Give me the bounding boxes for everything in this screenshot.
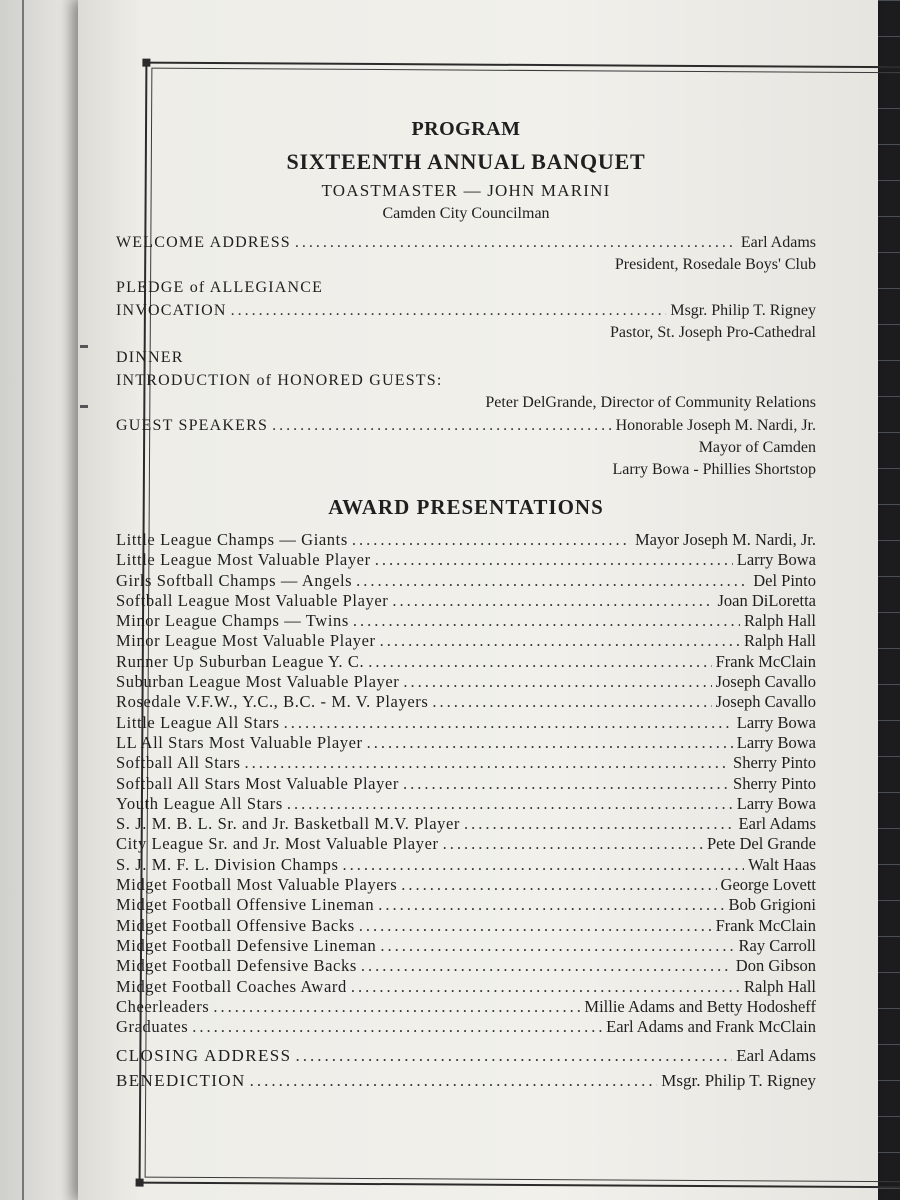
leader-dots xyxy=(403,774,729,794)
award-presenter: George Lovett xyxy=(720,875,816,895)
award-row xyxy=(116,916,816,936)
leader-dots xyxy=(464,814,735,834)
welcome-speaker-title: President, Rosedale Boys' Club xyxy=(614,256,816,273)
introduction-label: INTRODUCTION of HONORED GUESTS: xyxy=(116,372,443,389)
program-heading: PROGRAM xyxy=(411,118,521,140)
award-name: Softball All Stars xyxy=(116,753,241,773)
award-presenter: Joseph Cavallo xyxy=(715,692,816,712)
guest-speaker-second: Larry Bowa - Phillies Shortstop xyxy=(612,461,816,478)
program-schedule xyxy=(116,231,816,481)
award-name: Midget Football Most Valuable Players xyxy=(116,875,398,895)
pledge-label: PLEDGE of ALLEGIANCE xyxy=(116,279,324,296)
award-row xyxy=(116,672,816,692)
award-presenter: Millie Adams and Betty Hodosheff xyxy=(584,996,816,1016)
leader-dots xyxy=(272,414,611,437)
award-row xyxy=(116,855,816,875)
guest-speaker-title: Mayor of Camden xyxy=(698,439,816,456)
award-name: Youth League All Stars xyxy=(116,793,283,813)
honored-guest: Peter DelGrande, Director of Community Relations xyxy=(485,394,816,411)
award-name: Softball League Most Valuable Player xyxy=(116,590,389,610)
award-presenter: Sherry Pinto xyxy=(733,753,816,773)
guest-speaker-name: Honorable Joseph M. Nardi, Jr. xyxy=(615,417,816,434)
award-row xyxy=(116,875,816,895)
award-name: Suburban League Most Valuable Player xyxy=(116,672,400,692)
award-row xyxy=(116,774,816,794)
award-name: Softball All Stars Most Valuable Player xyxy=(116,773,399,793)
award-name: Midget Football Offensive Backs xyxy=(116,915,355,935)
leader-dots xyxy=(287,794,733,814)
award-presenter: Larry Bowa xyxy=(736,732,816,752)
awards-heading: AWARD PRESENTATIONS xyxy=(328,495,604,519)
award-row xyxy=(116,814,816,834)
leader-dots xyxy=(192,1017,602,1037)
event-title: SIXTEENTH ANNUAL BANQUET xyxy=(286,149,646,174)
award-row xyxy=(116,895,816,915)
award-name: Midget Football Offensive Lineman xyxy=(116,895,375,915)
award-row xyxy=(116,977,816,997)
leader-dots xyxy=(284,713,733,733)
page-fold-line xyxy=(22,0,24,1200)
leader-dots xyxy=(403,672,711,692)
border-corner xyxy=(136,1179,144,1187)
leader-dots xyxy=(353,611,740,631)
leader-dots xyxy=(356,571,749,591)
welcome-speaker: Earl Adams xyxy=(740,234,816,251)
invocation-row xyxy=(116,299,816,322)
award-presenter: Joseph Cavallo xyxy=(715,672,816,692)
award-presenter: Ralph Hall xyxy=(744,631,816,651)
leader-dots xyxy=(295,231,737,254)
leader-dots xyxy=(361,956,732,976)
staple-mark xyxy=(80,405,88,408)
closing-address-speaker: Earl Adams xyxy=(736,1046,816,1066)
leader-dots xyxy=(244,753,729,773)
leader-dots xyxy=(392,591,713,611)
closing-address-row xyxy=(116,1043,816,1068)
award-presenter: Bob Grigioni xyxy=(728,895,816,915)
award-row xyxy=(116,631,816,651)
award-row xyxy=(116,571,816,591)
benediction-speaker: Msgr. Philip T. Rigney xyxy=(661,1071,816,1091)
leader-dots xyxy=(375,550,733,570)
leader-dots xyxy=(368,652,711,672)
invocation-label: INVOCATION xyxy=(116,302,227,319)
award-presenter: Pete Del Grande xyxy=(706,834,816,854)
guest-speakers-row xyxy=(116,414,816,437)
toastmaster-line: TOASTMASTER — JOHN MARINI xyxy=(321,181,611,200)
award-presenter: Earl Adams and Frank McClain xyxy=(606,1017,816,1037)
award-name: Girls Softball Champs — Angels xyxy=(116,570,353,590)
award-row xyxy=(116,652,816,672)
award-name: Runner Up Suburban League Y. C. xyxy=(116,651,365,671)
invocation-speaker: Msgr. Philip T. Rigney xyxy=(670,302,816,319)
award-row xyxy=(116,834,816,854)
award-name: Midget Football Defensive Lineman xyxy=(116,935,377,955)
leader-dots xyxy=(343,855,745,875)
closing-section xyxy=(116,1043,816,1093)
award-row xyxy=(116,997,816,1017)
award-row xyxy=(116,530,816,550)
award-row xyxy=(116,550,816,570)
awards-list xyxy=(116,530,816,1037)
staple-mark xyxy=(80,345,88,348)
welcome-label: WELCOME ADDRESS xyxy=(116,234,291,251)
award-presenter: Ralph Hall xyxy=(744,611,816,631)
award-name: Cheerleaders xyxy=(116,996,210,1016)
leader-dots xyxy=(401,875,716,895)
award-name: S. J. M. B. L. Sr. and Jr. Basketball M.V. Player xyxy=(116,814,460,834)
award-presenter: Frank McClain xyxy=(715,651,816,671)
award-row xyxy=(116,733,816,753)
award-name: Minor League Most Valuable Player xyxy=(116,631,376,651)
leader-dots xyxy=(359,916,712,936)
award-name: Midget Football Coaches Award xyxy=(116,976,347,996)
leader-dots xyxy=(380,936,734,956)
award-presenter: Larry Bowa xyxy=(736,550,816,570)
award-presenter: Mayor Joseph M. Nardi, Jr. xyxy=(634,530,816,549)
benediction-label: BENEDICTION xyxy=(116,1071,246,1091)
award-row xyxy=(116,611,816,631)
award-name: LL All Stars Most Valuable Player xyxy=(116,732,363,752)
award-presenter: Frank McClain xyxy=(715,915,816,935)
award-name: Little League Champs — Giants xyxy=(116,530,348,549)
award-presenter: Sherry Pinto xyxy=(733,773,816,793)
leader-dots xyxy=(380,631,740,651)
award-row xyxy=(116,753,816,773)
award-name: S. J. M. F. L. Division Champs xyxy=(116,854,339,874)
guest-speakers-label: GUEST SPEAKERS xyxy=(116,417,269,434)
invocation-speaker-title: Pastor, St. Joseph Pro-Cathedral xyxy=(609,324,816,341)
award-row xyxy=(116,1017,816,1037)
leader-dots xyxy=(231,299,667,322)
award-row xyxy=(116,692,816,712)
leader-dots xyxy=(443,834,703,854)
leader-dots xyxy=(295,1043,732,1068)
award-name: Rosedale V.F.W., Y.C., B.C. - M. V. Players xyxy=(116,692,429,712)
award-presenter: Walt Haas xyxy=(748,854,816,874)
award-name: Graduates xyxy=(116,1017,189,1037)
award-row xyxy=(116,956,816,976)
benediction-row xyxy=(116,1068,816,1093)
leader-dots xyxy=(432,692,711,712)
award-row xyxy=(116,936,816,956)
award-row xyxy=(116,591,816,611)
leader-dots xyxy=(213,997,580,1017)
award-name: City League Sr. and Jr. Most Valuable Player xyxy=(116,834,439,854)
leader-dots xyxy=(351,977,740,997)
award-presenter: Joan DiLoretta xyxy=(717,590,816,610)
award-presenter: Larry Bowa xyxy=(736,712,816,732)
award-name: Midget Football Defensive Backs xyxy=(116,956,357,976)
program-content xyxy=(116,112,816,1093)
leader-dots xyxy=(367,733,733,753)
toastmaster-title: Camden City Councilman xyxy=(382,205,550,222)
award-name: Minor League Champs — Twins xyxy=(116,611,349,631)
award-presenter: Don Gibson xyxy=(735,956,816,976)
award-name: Little League All Stars xyxy=(116,712,280,732)
award-presenter: Ray Carroll xyxy=(738,935,816,955)
border-corner xyxy=(142,59,150,67)
award-presenter: Del Pinto xyxy=(753,570,816,590)
award-presenter: Earl Adams xyxy=(738,814,816,834)
award-presenter: Ralph Hall xyxy=(744,976,816,996)
award-presenter: Larry Bowa xyxy=(736,793,816,813)
leader-dots xyxy=(352,530,631,550)
dinner-label: DINNER xyxy=(116,349,184,366)
welcome-row xyxy=(116,231,816,254)
closing-address-label: CLOSING ADDRESS xyxy=(116,1046,292,1066)
award-row xyxy=(116,713,816,733)
leader-dots xyxy=(250,1068,658,1093)
award-name: Little League Most Valuable Player xyxy=(116,550,371,570)
award-row xyxy=(116,794,816,814)
leader-dots xyxy=(378,895,724,915)
